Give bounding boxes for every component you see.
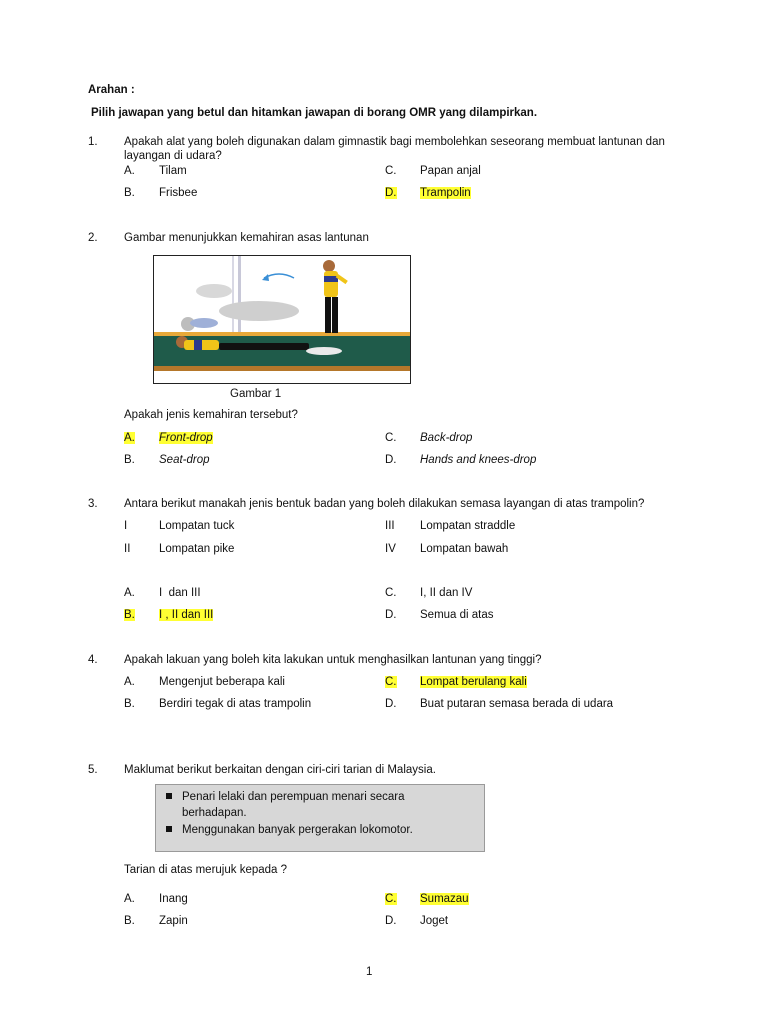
item-roman: I (124, 520, 128, 532)
option-text-highlighted: Sumazau (420, 893, 469, 905)
option-letter: D. (385, 915, 397, 927)
option-letter-highlighted: D. (385, 187, 397, 199)
option-text-highlighted: Front-drop (159, 432, 213, 444)
question-number: 4. (88, 654, 98, 666)
option-text: Papan anjal (420, 165, 481, 177)
option-letter: B. (124, 454, 135, 466)
option-letter-highlighted: A. (124, 432, 135, 444)
option-text: Hands and knees-drop (420, 454, 537, 466)
front-drop-drawing (154, 256, 410, 383)
question-text: Gambar menunjukkan kemahiran asas lantunan (124, 232, 369, 244)
option-letter-highlighted: C. (385, 893, 397, 905)
option-letter-highlighted: B. (124, 609, 135, 621)
figure-caption: Gambar 1 (230, 388, 282, 400)
square-bullet-icon (166, 826, 172, 832)
option-letter: D. (385, 454, 397, 466)
trampoline-illustration (153, 255, 411, 384)
option-text: Zapin (159, 915, 188, 927)
question-text: Tarian di atas merujuk kepada ? (124, 864, 288, 876)
option-text: Buat putaran semasa berada di udara (420, 698, 614, 710)
option-text: I dan III (159, 587, 201, 599)
option-letter: C. (385, 587, 397, 599)
info-text: Menggunakan banyak pergerakan lokomotor. (182, 824, 413, 836)
question-text: Antara berikut manakah jenis bentuk badan yang boleh dilakukan semasa layangan di atas trampolin? (124, 498, 645, 510)
item-text: Lompatan bawah (420, 543, 509, 555)
question-number: 2. (88, 232, 98, 244)
option-text: Seat-drop (159, 454, 210, 466)
square-bullet-icon (166, 793, 172, 799)
option-letter: A. (124, 893, 135, 905)
option-text: Mengenjut beberapa kali (159, 676, 285, 688)
option-letter: B. (124, 915, 135, 927)
option-text: I, II dan IV (420, 587, 473, 599)
info-bullet-item (166, 791, 404, 803)
option-text: Tilam (159, 165, 187, 177)
item-text: Lompatan tuck (159, 520, 235, 532)
option-letter: B. (124, 698, 135, 710)
option-letter-highlighted: C. (385, 676, 397, 688)
item-roman: IV (385, 543, 396, 555)
option-letter: A. (124, 165, 135, 177)
info-text-continued: berhadapan. (182, 807, 247, 819)
option-text: Back-drop (420, 432, 473, 444)
option-letter: B. (124, 187, 135, 199)
option-letter: D. (385, 609, 397, 621)
option-letter: A. (124, 676, 135, 688)
option-text: Semua di atas (420, 609, 494, 621)
option-text: Berdiri tegak di atas trampolin (159, 698, 312, 710)
question-text: layangan di udara? (124, 150, 222, 162)
option-text-highlighted: Trampolin (420, 187, 471, 199)
question-number: 5. (88, 764, 98, 776)
instructions-text: Pilih jawapan yang betul dan hitamkan jawapan di borang OMR yang dilampirkan. (91, 107, 538, 119)
option-letter: A. (124, 587, 135, 599)
instructions-heading: Arahan : (88, 84, 135, 96)
info-box (155, 784, 485, 852)
option-text: Frisbee (159, 187, 198, 199)
info-text: Penari lelaki dan perempuan menari secara (182, 791, 405, 803)
question-text: Apakah lakuan yang boleh kita lakukan untuk menghasilkan lantunan yang tinggi? (124, 654, 542, 666)
question-number: 3. (88, 498, 98, 510)
item-text: Lompatan straddle (420, 520, 516, 532)
question-text: Apakah jenis kemahiran tersebut? (124, 409, 298, 421)
info-bullet-item (166, 824, 413, 836)
item-roman: II (124, 543, 131, 555)
question-text: Maklumat berikut berkaitan dengan ciri-ciri tarian di Malaysia. (124, 764, 436, 776)
page-number: 1 (366, 966, 373, 978)
item-roman: III (385, 520, 395, 532)
option-text: Inang (159, 893, 188, 905)
option-letter: C. (385, 165, 397, 177)
option-text-highlighted: I , II dan III (159, 609, 214, 621)
option-text-highlighted: Lompat berulang kali (420, 676, 527, 688)
option-letter: D. (385, 698, 397, 710)
question-text: Apakah alat yang boleh digunakan dalam gimnastik bagi membolehkan seseorang membuat lantunan dan (124, 136, 665, 148)
item-text: Lompatan pike (159, 543, 235, 555)
option-text: Joget (420, 915, 449, 927)
option-letter: C. (385, 432, 397, 444)
question-number: 1. (88, 136, 98, 148)
